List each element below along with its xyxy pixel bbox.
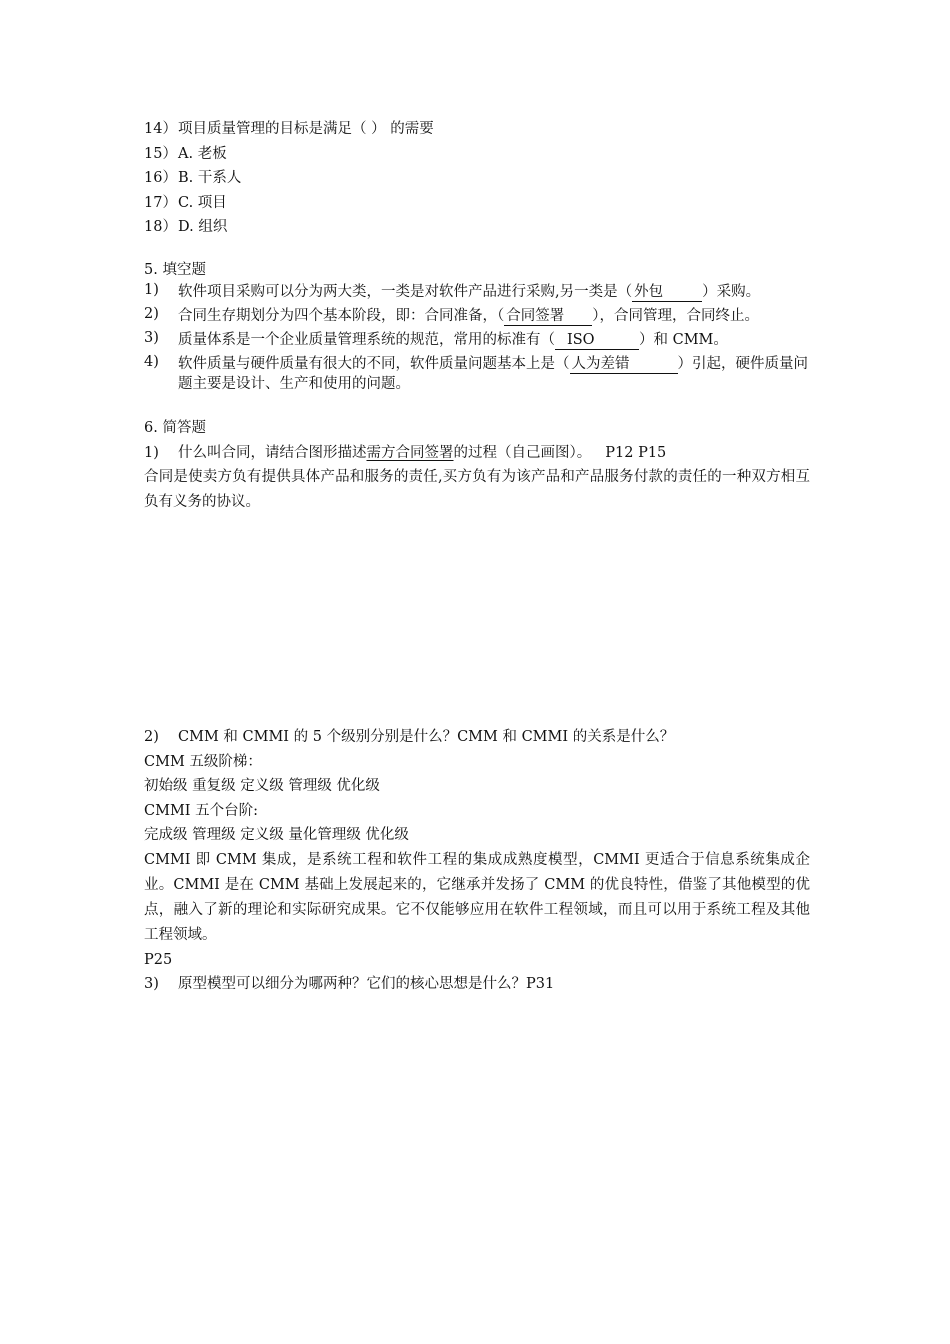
page-reference: P12 P15 <box>605 444 667 461</box>
option-number: 17） <box>144 194 177 211</box>
answer-paragraph-2: CMMI 即 CMM 集成，是系统工程和软件工程的集成成熟度模型，CMMI 更适合于信息系统集成企业。CMMI 是在 CMM 基础上发展起来的，它继承并发扬了 CMM 的优良特性，借鉴了其他模型的优点，融入了新的理论和实际研究成果。它不仅能够应用在软件工程领域，而且可以用于系统工程及其他工程领域。 <box>144 851 810 943</box>
question-number: 2) <box>144 729 159 745</box>
option-text: D. 组织 <box>178 219 228 235</box>
question-text: CMM 和 CMMI 的 5 个级别分别是什么？CMM 和 CMMI 的关系是什么？ <box>178 729 675 745</box>
short-question-2 <box>144 725 810 750</box>
item-text-pre: 软件项目采购可以分为两大类，一类是对软件产品进行采购,另一类是（ <box>178 284 633 300</box>
spacer <box>144 398 810 416</box>
option-text: B. 干系人 <box>178 170 242 186</box>
question-text-post: 的过程（自己画图）。 <box>453 444 592 461</box>
question-text <box>178 441 666 466</box>
option-number: 16） <box>144 170 177 186</box>
answer-blank: 外包 <box>632 284 702 302</box>
question-14 <box>144 117 810 142</box>
item-body <box>178 306 810 326</box>
cmmi-title: CMMI 五个台阶: <box>144 802 259 819</box>
item-body <box>178 282 810 302</box>
item-text-post: ）和 CMM。 <box>639 332 728 348</box>
option-b <box>144 166 810 191</box>
fill-item-1 <box>144 282 810 302</box>
item-text-post: ）引起，硬件质量问题主要是设计、生产和使用的问题。 <box>178 356 808 392</box>
section-heading-fill: 5. 填空题 <box>144 261 206 278</box>
short-question-1 <box>144 441 810 466</box>
item-text-pre: 质量体系是一个企业质量管理系统的规范，常用的标准有（ <box>178 332 555 348</box>
item-number: 2) <box>144 306 159 322</box>
option-text: A. 老板 <box>178 145 227 162</box>
spacer <box>144 240 810 258</box>
fill-item-2 <box>144 306 810 326</box>
page-reference: P25 <box>144 951 173 968</box>
item-text-pre: 软件质量与硬件质量有很大的不同，软件质量问题基本上是（ <box>178 356 570 372</box>
option-number: 15） <box>144 145 177 162</box>
question-number: 3) <box>144 976 159 992</box>
document-content <box>144 117 810 997</box>
item-number: 3) <box>144 330 159 346</box>
answer-blank: 人为差错 <box>570 356 678 374</box>
section-heading-short: 6. 简答题 <box>144 420 206 436</box>
answer-blank: ISO <box>555 332 639 350</box>
item-text-post: ），合同管理，合同终止。 <box>592 308 759 324</box>
item-number: 1) <box>144 282 159 298</box>
question-number: 14） <box>144 121 177 137</box>
question-text-pre: 什么叫合同，请结合图形描述 <box>178 444 367 461</box>
option-c <box>144 191 810 216</box>
item-body <box>178 330 810 350</box>
item-text-post: ）采购。 <box>702 284 761 300</box>
short-question-3 <box>144 972 810 997</box>
option-number: 18） <box>144 219 177 235</box>
option-a <box>144 142 810 167</box>
option-d <box>144 215 810 240</box>
question-number: 1) <box>144 444 159 461</box>
fill-item-4 <box>144 354 810 394</box>
item-text-pre: 合同生存期划分为四个基本阶段，即：合同准备，（ <box>178 308 505 324</box>
question-text: 原型模型可以细分为哪两种？它们的核心思想是什么？P31 <box>178 976 555 992</box>
answer-paragraph-1: 合同是使卖方负有提供具体产品和服务的责任,买方负有为该产品和产品服务付款的责任的一种双方相互负有义务的协议。 <box>144 469 810 510</box>
underlined-term: 需方合同签署 <box>366 444 454 461</box>
cmm-title: CMM 五级阶梯： <box>144 753 262 770</box>
drawing-space <box>144 515 810 725</box>
option-text: C. 项目 <box>178 194 227 211</box>
item-number: 4) <box>144 354 159 370</box>
cmm-levels: 初始级 重复级 定义级 管理级 优化级 <box>144 778 380 794</box>
question-text: 项目质量管理的目标是满足（ ） 的需要 <box>178 121 434 137</box>
cmmi-levels: 完成级 管理级 定义级 量化管理级 优化级 <box>144 827 409 843</box>
item-body <box>178 354 810 394</box>
fill-item-3 <box>144 330 810 350</box>
answer-blank: 合同签署 <box>504 308 592 326</box>
